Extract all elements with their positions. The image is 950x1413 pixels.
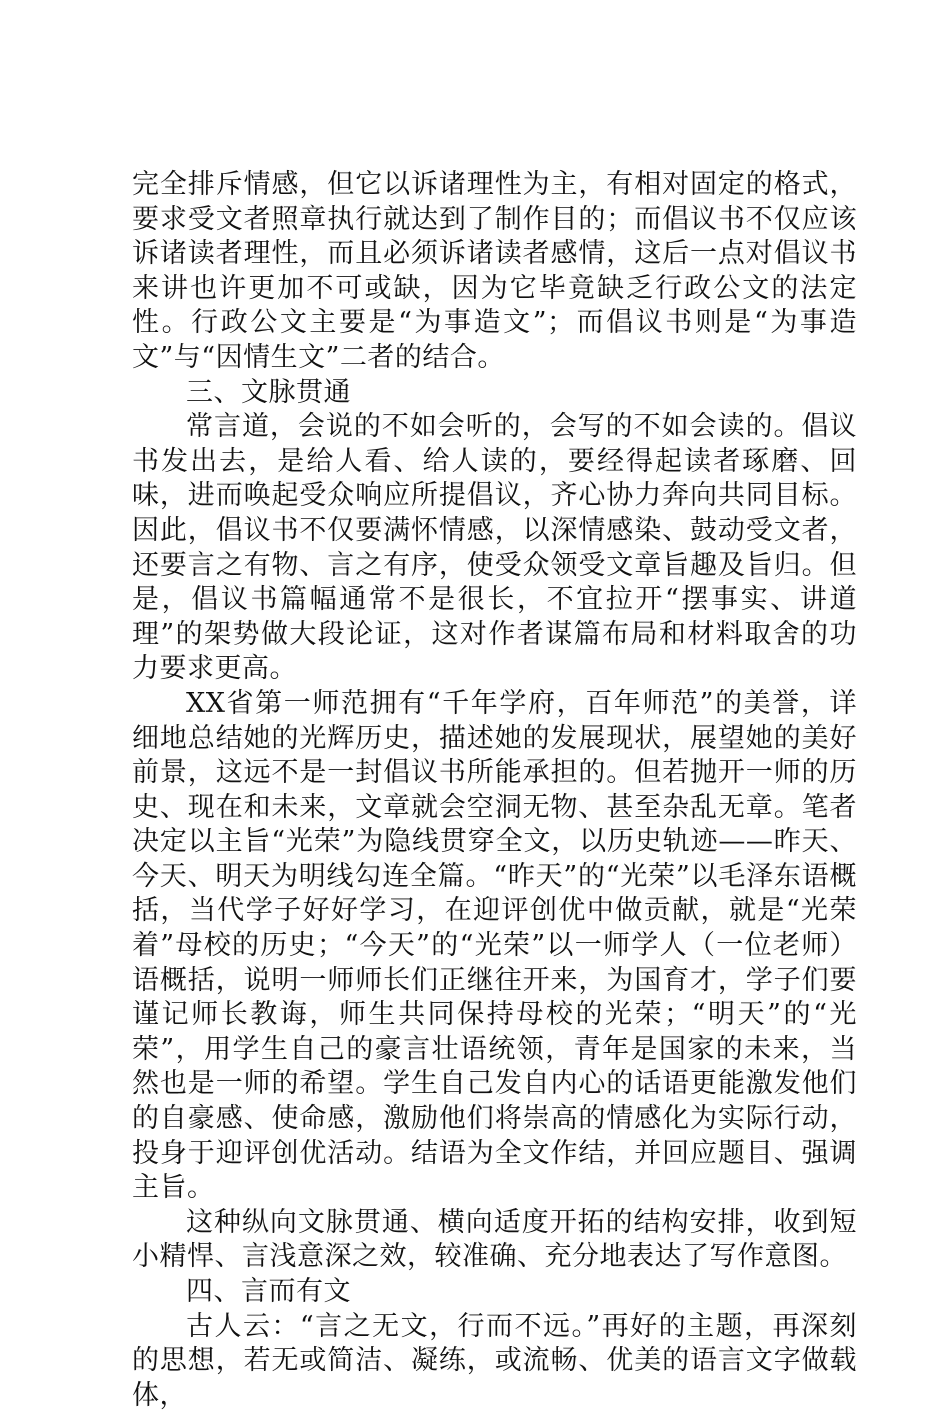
- paragraph-continuation: 完全排斥情感，但它以诉诸理性为主，有相对固定的格式，要求受文者照章执行就达到了制作目的；而倡议书不仅应该诉诸读者理性，而且必须诉诸读者感情，这后一点对倡议书来讲也许更加不可或缺，因为它毕竟缺乏行政公文的法定性。行政公文主要是“为事造文”；而倡议书则是“为事造文”与“因情生文”二者的结合。: [132, 169, 857, 373]
- section-heading-3: 三、文脉贯通: [186, 376, 351, 408]
- paragraph: 这种纵向文脉贯通、横向适度开拓的结构安排，收到短小精悍、言浅意深之效，较准确、充分地表达了写作意图。: [132, 1206, 857, 1273]
- paragraph: 常言道，会说的不如会听的，会写的不如会读的。倡议书发出去，是给人看、给人读的，要经得起读者琢磨、回味，进而唤起受众响应所提倡议，齐心协力奔向共同目标。因此，倡议书不仅要满怀情感，以深情感染、鼓动受文者，还要言之有物、言之有序，使受众领受文章旨趣及旨归。但是，倡议书篇幅通常不是很长，不宜拉开“摆事实、讲道理”的架势做大段论证，这对作者谋篇布局和材料取舍的功力要求更高。: [132, 411, 857, 685]
- paragraph: XX省第一师范拥有“千年学府，百年师范”的美誉，详细地总结她的光辉历史，描述她的发展现状，展望她的美好前景，这远不是一封倡议书所能承担的。但若抛开一师的历史、现在和未来，文章就会空洞无物、甚至杂乱无章。笔者决定以主旨“光荣”为隐线贯穿全文，以历史轨迹——昨天、今天、明天为明线勾连全篇。“昨天”的“光荣”以毛泽东语概括，当代学子好好学习，在迎评创优中做贡献，就是“光荣着”母校的历史；“今天”的“光荣”以一师学人（一位老师）语概括，说明一师师长们正继往开来，为国育才，学子们要谨记师长教诲，师生共同保持母校的光荣；“明天”的“光荣”，用学生自己的豪言壮语统领，青年是国家的未来，当然也是一师的希望。学生自己发自内心的话语更能激发他们的自豪感、使命感，激励他们将崇高的情感化为实际行动，投身于迎评创优活动。结语为全文作结，并回应题目、强调主旨。: [132, 687, 857, 1204]
- section-heading-4: 四、言而有文: [186, 1276, 351, 1307]
- document-body: [132, 168, 857, 1413]
- paragraph: 古人云：“言之无文，行而不远。”再好的主题，再深刻的思想，若无或简洁、凝练，或流畅、优美的语言文字做载体，: [132, 1310, 857, 1411]
